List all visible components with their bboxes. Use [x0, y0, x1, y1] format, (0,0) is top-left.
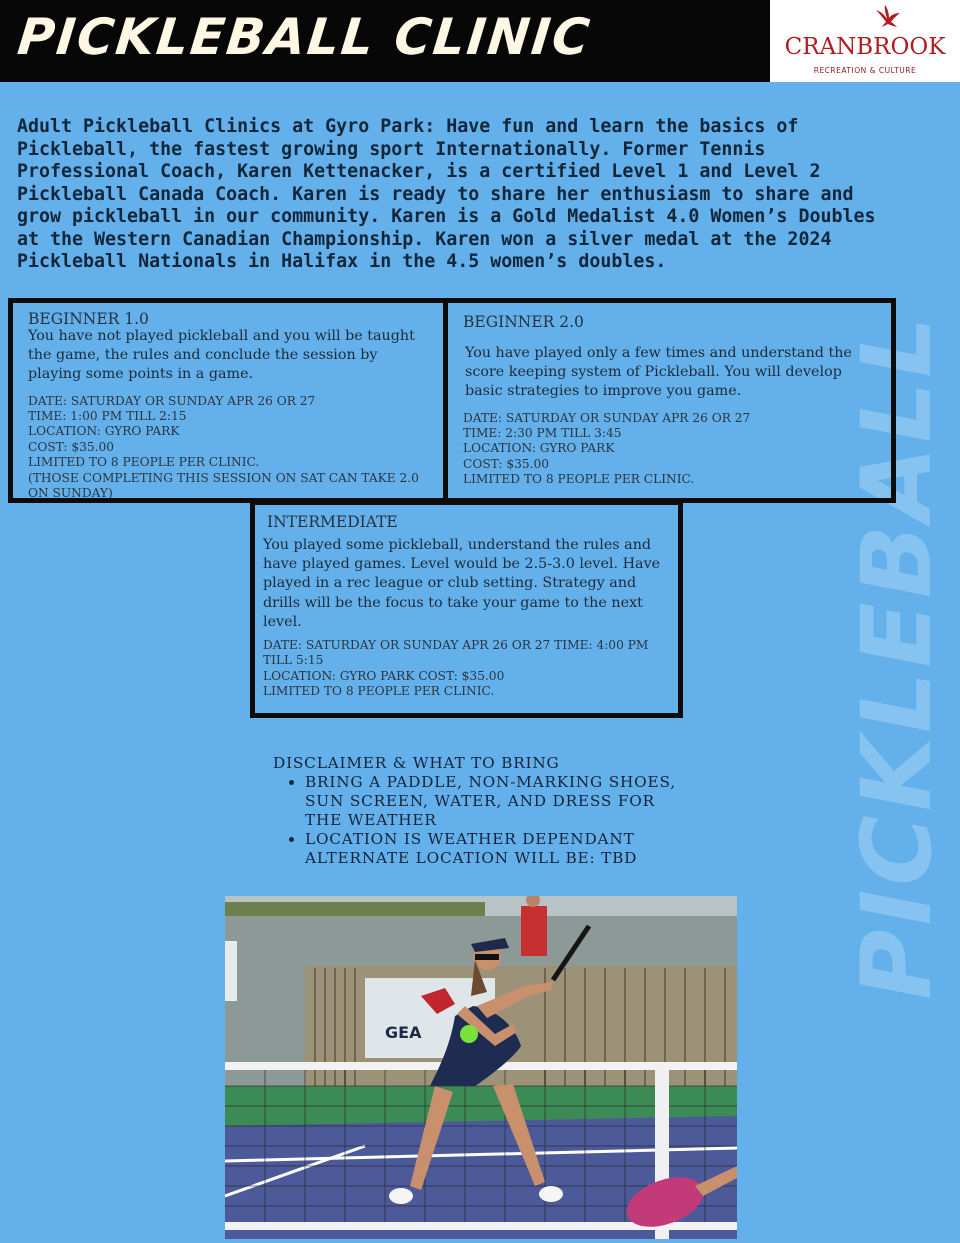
- logo-subtitle: RECREATION & CULTURE: [813, 66, 917, 75]
- detail-line: LIMITED TO 8 PEOPLE PER CLINIC.: [463, 472, 695, 487]
- beginner-1-box: [8, 298, 448, 503]
- header-bar: [0, 0, 770, 82]
- disclaimer-list: [273, 773, 693, 868]
- detail-line: LIMITED TO 8 PEOPLE PER CLINIC.: [28, 455, 260, 470]
- page-title: PICKLEBALL CLINIC: [14, 8, 595, 66]
- detail-line: DATE: SATURDAY OR SUNDAY APR 26 OR 27: [463, 410, 751, 425]
- detail-line: COST: $35.00: [463, 456, 549, 471]
- list-item: • LOCATION IS WEATHER DEPENDANT ALTERNATE LOCATION WILL BE: TBD: [305, 830, 693, 868]
- intro-paragraph: Adult Pickleball Clinics at Gyro Park: Have fun and learn the basics of Pickleball, the fastest growing sport Internationally. Former Tennis Professional Coach, Karen Kettenacker, is a certified Level 1 and Level 2 Pickleball Canada Coach. Karen is ready to share her enthusiasm to share and grow pickleball in our community. Karen is a Gold Medalist 4.0 Women’s Doubles at the Western Canadian Championship. Karen won a silver medal at the 2024 Pickleball Nationals in Halifax in the 4.5 women’s doubles.: [17, 116, 876, 272]
- photo-illustration: [225, 896, 737, 1239]
- logo-name: CRANBROOK: [784, 34, 946, 60]
- bird-icon: [874, 4, 902, 30]
- beginner-2-description: You have played only a few times and understand the score keeping system of Pickleball. You will develop basic strategies to improve you game.: [465, 345, 852, 400]
- detail-line: LIMITED TO 8 PEOPLE PER CLINIC.: [263, 684, 495, 699]
- detail-line: LOCATION: GYRO PARK: [463, 441, 615, 456]
- detail-line: TIME: 2:30 PM TILL 3:45: [463, 426, 622, 441]
- disclaimer-heading: DISCLAIMER & WHAT TO BRING: [273, 754, 560, 772]
- beginner-1-heading: BEGINNER 1.0: [28, 310, 149, 328]
- player-photo: [225, 896, 737, 1239]
- intermediate-description: You played some pickleball, understand the rules and have played games. Level would be 2.5-3.0 level. Have played in a rec league or club setting. Strategy and drills will be the focus to take your game to the next level.: [263, 537, 661, 630]
- beginner-2-details: [463, 411, 883, 488]
- cranbrook-logo: [770, 0, 960, 82]
- detail-line: TIME: 1:00 PM TILL 2:15: [28, 409, 187, 424]
- intermediate-details: [263, 638, 664, 700]
- intermediate-heading: INTERMEDIATE: [267, 513, 398, 531]
- detail-line: (THOSE COMPLETING THIS SESSION ON SAT CAN TAKE 2.0 ON SUNDAY): [28, 470, 423, 501]
- detail-line: LOCATION: GYRO PARK COST: $35.00: [263, 668, 505, 683]
- detail-line: DATE: SATURDAY OR SUNDAY APR 26 OR 27 TIME: 4:00 PM TILL 5:15: [263, 638, 653, 668]
- beginner-2-box: [443, 298, 896, 503]
- detail-line: DATE: SATURDAY OR SUNDAY APR 26 OR 27: [28, 393, 316, 408]
- beginner-1-description: You have not played pickleball and you will be taught the game, the rules and conclude the session by playing some points in a game.: [28, 328, 415, 383]
- intermediate-box: [250, 500, 683, 718]
- disclaimer-section: [273, 754, 693, 868]
- detail-line: LOCATION: GYRO PARK: [28, 424, 180, 439]
- beginner-2-heading: BEGINNER 2.0: [463, 313, 584, 331]
- banner-text: GEA: [385, 1023, 422, 1042]
- beginner-1-details: [28, 394, 429, 502]
- list-item: • BRING A PADDLE, NON-MARKING SHOES, SUN SCREEN, WATER, AND DRESS FOR THE WEATHER: [305, 773, 693, 830]
- detail-line: COST: $35.00: [28, 439, 114, 454]
- watermark-text: PICKLEBALL: [841, 312, 953, 1000]
